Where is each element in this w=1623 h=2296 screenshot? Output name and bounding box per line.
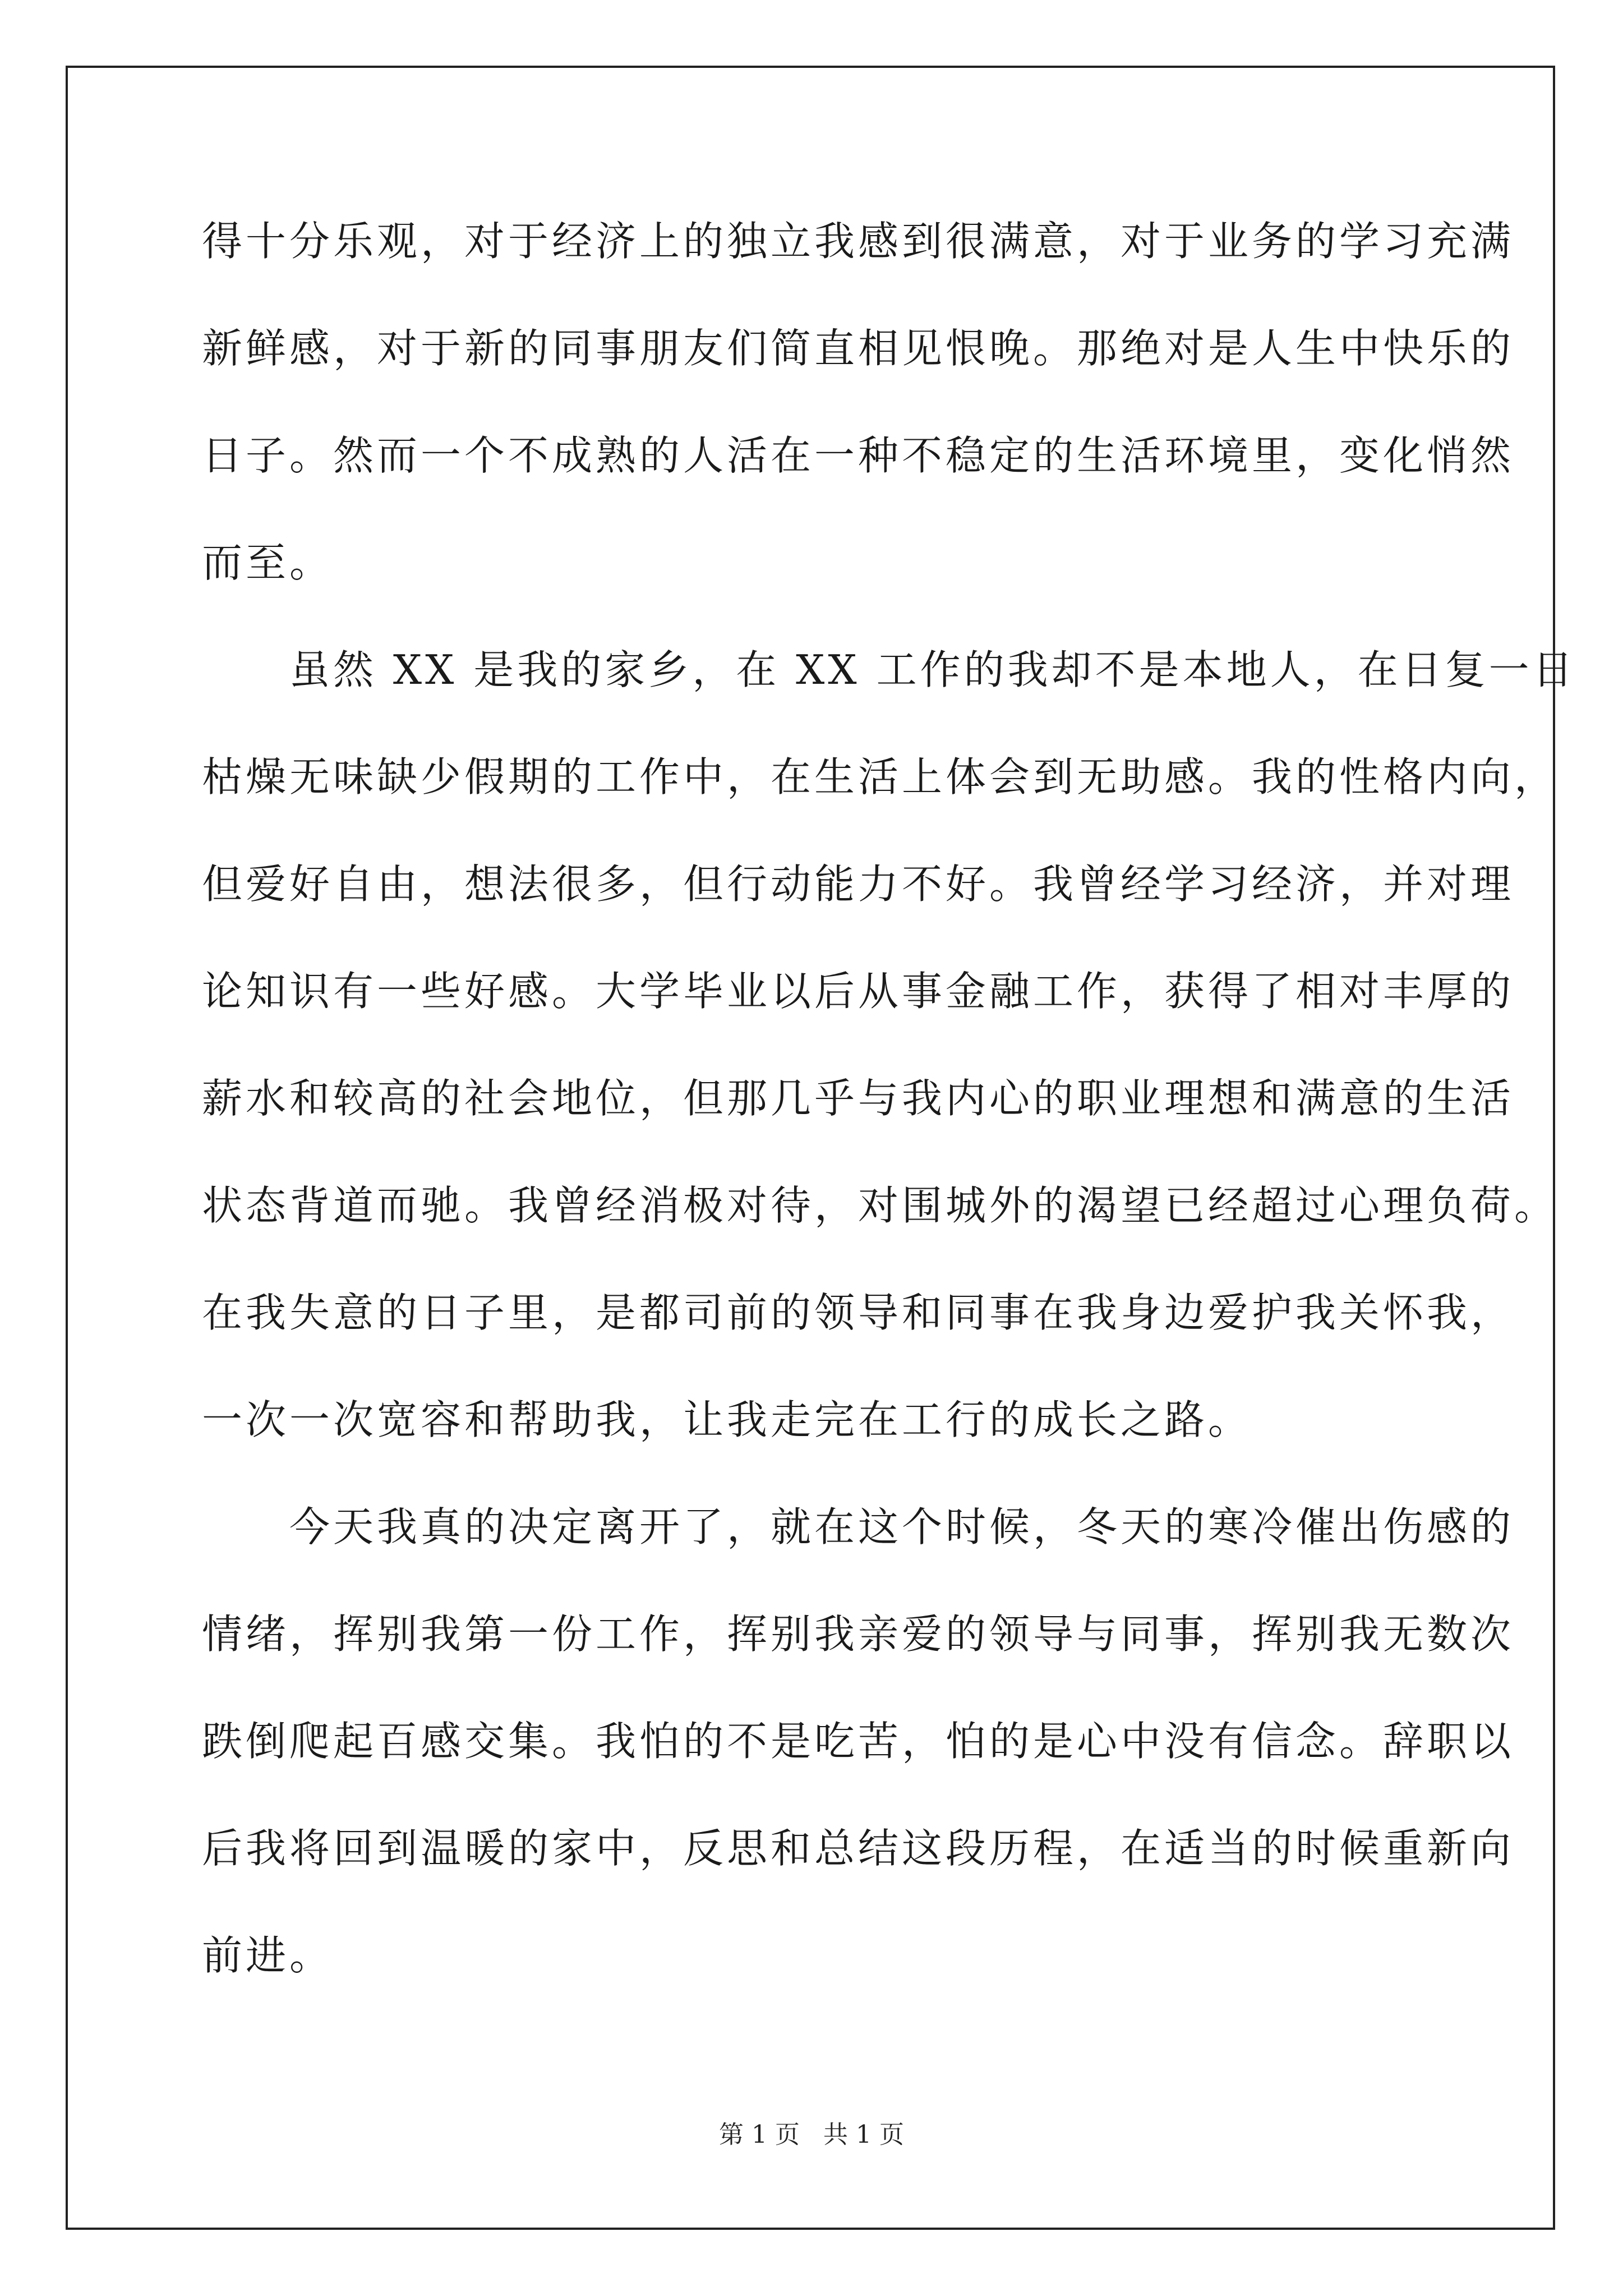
page-number: 第 1 页 [719, 2120, 800, 2149]
body-line: 状态背道而驰。我曾经消极对待，对围城外的渴望已经超过心理负荷。 [202, 1182, 1559, 1229]
body-line: 情绪，挥别我第一份工作，挥别我亲爱的领导与同事，挥别我无数次 [202, 1611, 1515, 1658]
body-line: 一次一次宽容和帮助我，让我走完在工行的成长之路。 [202, 1396, 1252, 1443]
body-line: 今天我真的决定离开了，就在这个时候，冬天的寒冷催出伤感的 [202, 1503, 1515, 1550]
body-line: 跌倒爬起百感交集。我怕的不是吃苦，怕的是心中没有信念。辞职以 [202, 1718, 1515, 1765]
body-line: 在我失意的日子里，是都司前的领导和同事在我身边爱护我关怀我， [202, 1289, 1515, 1336]
body-line: 而至。 [202, 539, 334, 586]
page-frame [66, 66, 1555, 2230]
body-line: 前进。 [202, 1932, 334, 1979]
body-line: 虽然 XX 是我的家乡，在 XX 工作的我却不是本地人，在日复一日 [202, 646, 1576, 693]
page-total: 共 1 页 [823, 2120, 904, 2149]
body-line: 后我将回到温暖的家中，反思和总结这段历程，在适当的时候重新向 [202, 1825, 1515, 1872]
body-line: 但爱好自由，想法很多，但行动能力不好。我曾经学习经济，并对理 [202, 861, 1515, 908]
body-line: 得十分乐观，对于经济上的独立我感到很满意，对于业务的学习充满 [202, 218, 1515, 265]
body-line: 新鲜感，对于新的同事朋友们简直相见恨晚。那绝对是人生中快乐的 [202, 325, 1515, 372]
body-line: 薪水和较高的社会地位，但那几乎与我内心的职业理想和满意的生活 [202, 1075, 1515, 1122]
body-line: 论知识有一些好感。大学毕业以后从事金融工作，获得了相对丰厚的 [202, 968, 1515, 1015]
body-line: 日子。然而一个不成熟的人活在一种不稳定的生活环境里，变化悄然 [202, 432, 1515, 479]
body-line: 枯燥无味缺少假期的工作中，在生活上体会到无助感。我的性格内向， [202, 753, 1559, 800]
page-footer [0, 2119, 1623, 2151]
